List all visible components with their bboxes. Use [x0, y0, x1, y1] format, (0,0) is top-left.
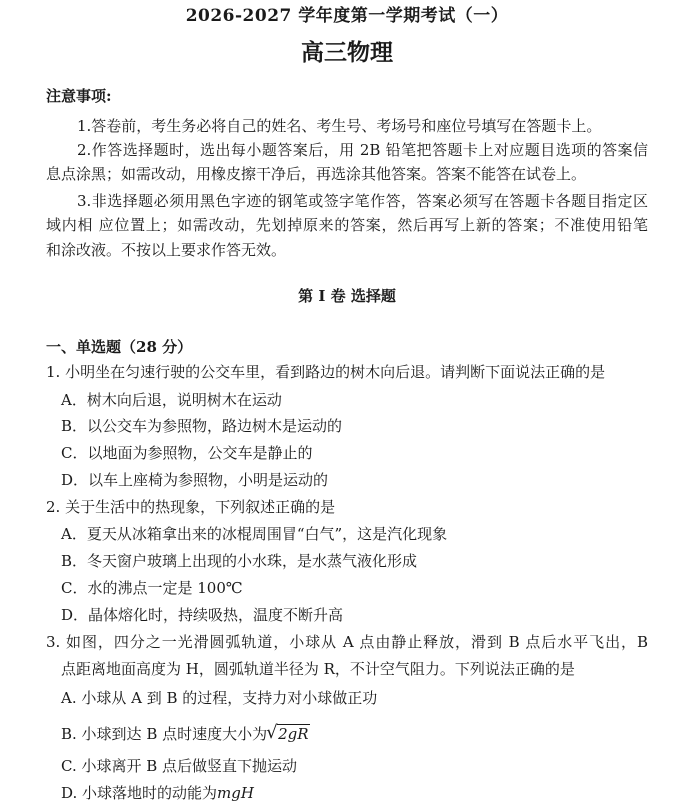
notice-item-3-line-1: 3.非选择题必须用黑色字迹的钢笔或签字笔作答，答案必须写在答题卡各题目指定区 — [77, 192, 648, 210]
q2-stem: 2. 关于生活中的热现象，下列叙述正确的是 — [46, 498, 336, 516]
q1-option-d: D．以车上座椅为参照物，小明是运动的 — [61, 471, 329, 489]
q1-option-c: C．以地面为参照物，公交车是静止的 — [61, 444, 313, 462]
q3-stem-line-2: 点距离地面高度为 H，圆弧轨道半径为 R，不计空气阻力。下列说法正确的是 — [61, 660, 575, 678]
q3-option-d-text: D. 小球落地时的动能为 — [61, 784, 218, 802]
q2-option-b: B．冬天窗户玻璃上出现的小水珠，是水蒸气液化形成 — [61, 552, 418, 570]
exam-title: 2026-2027 学年度第一学期考试（一） — [185, 6, 509, 26]
notice-item-1: 1.答卷前，考生务必将自己的姓名、考生号、考场号和座位号填写在答题卡上。 — [77, 117, 602, 135]
q1-stem: 1. 小明坐在匀速行驶的公交车里，看到路边的树木向后退。请判断下面说法正确的是 — [46, 363, 606, 381]
part-title: 第 I 卷 选择题 — [298, 287, 396, 305]
q3-option-a: A. 小球从 A 到 B 的过程，支持力对小球做正功 — [61, 689, 378, 707]
q1-option-b: B．以公交车为参照物，路边树木是运动的 — [61, 417, 343, 435]
sqrt-expression — [268, 724, 309, 744]
q1-option-a: A．树木向后退，说明树木在运动 — [61, 391, 282, 409]
q2-option-c: C．水的沸点一定是 100℃ — [61, 579, 243, 597]
subject-title: 高三物理 — [301, 39, 393, 66]
sqrt-radicand: 2gR — [278, 725, 309, 743]
q3-option-b-text: B. 小球到达 B 点时速度大小为 — [61, 725, 268, 743]
math-expression: mgH — [217, 784, 254, 802]
notice-item-3-line-2: 域内相 应位置上；如需改动，先划掉原来的答案，然后再写上新的答案；不准使用铅笔 — [46, 216, 648, 234]
section-heading: 一、单选题（28 分） — [46, 338, 193, 356]
q3-option-b — [61, 724, 310, 744]
q3-option-d — [61, 783, 254, 803]
q3-option-c: C. 小球离开 B 点后做竖直下抛运动 — [61, 757, 298, 775]
notice-item-3-line-3: 和涂改液。不按以上要求作答无效。 — [46, 241, 287, 259]
q2-option-d: D．晶体熔化时，持续吸热，温度不断升高 — [61, 606, 344, 624]
notice-item-2-line-1: 2.作答选择题时，选出每小题答案后，用 2B 铅笔把答题卡上对应题目选项的答案信 — [77, 141, 648, 159]
notice-heading: 注意事项: — [46, 87, 112, 105]
q3-stem-line-1: 3. 如图，四分之一光滑圆弧轨道，小球从 A 点由静止释放，滑到 B 点后水平飞出，B — [46, 633, 648, 651]
notice-item-2-line-2: 息点涂黑；如需改动，用橡皮擦干净后，再选涂其他答案。答案不能答在试卷上。 — [46, 165, 587, 183]
q2-option-a: A．夏天从冰箱拿出来的冰棍周围冒“白气”，这是汽化现象 — [61, 525, 448, 543]
